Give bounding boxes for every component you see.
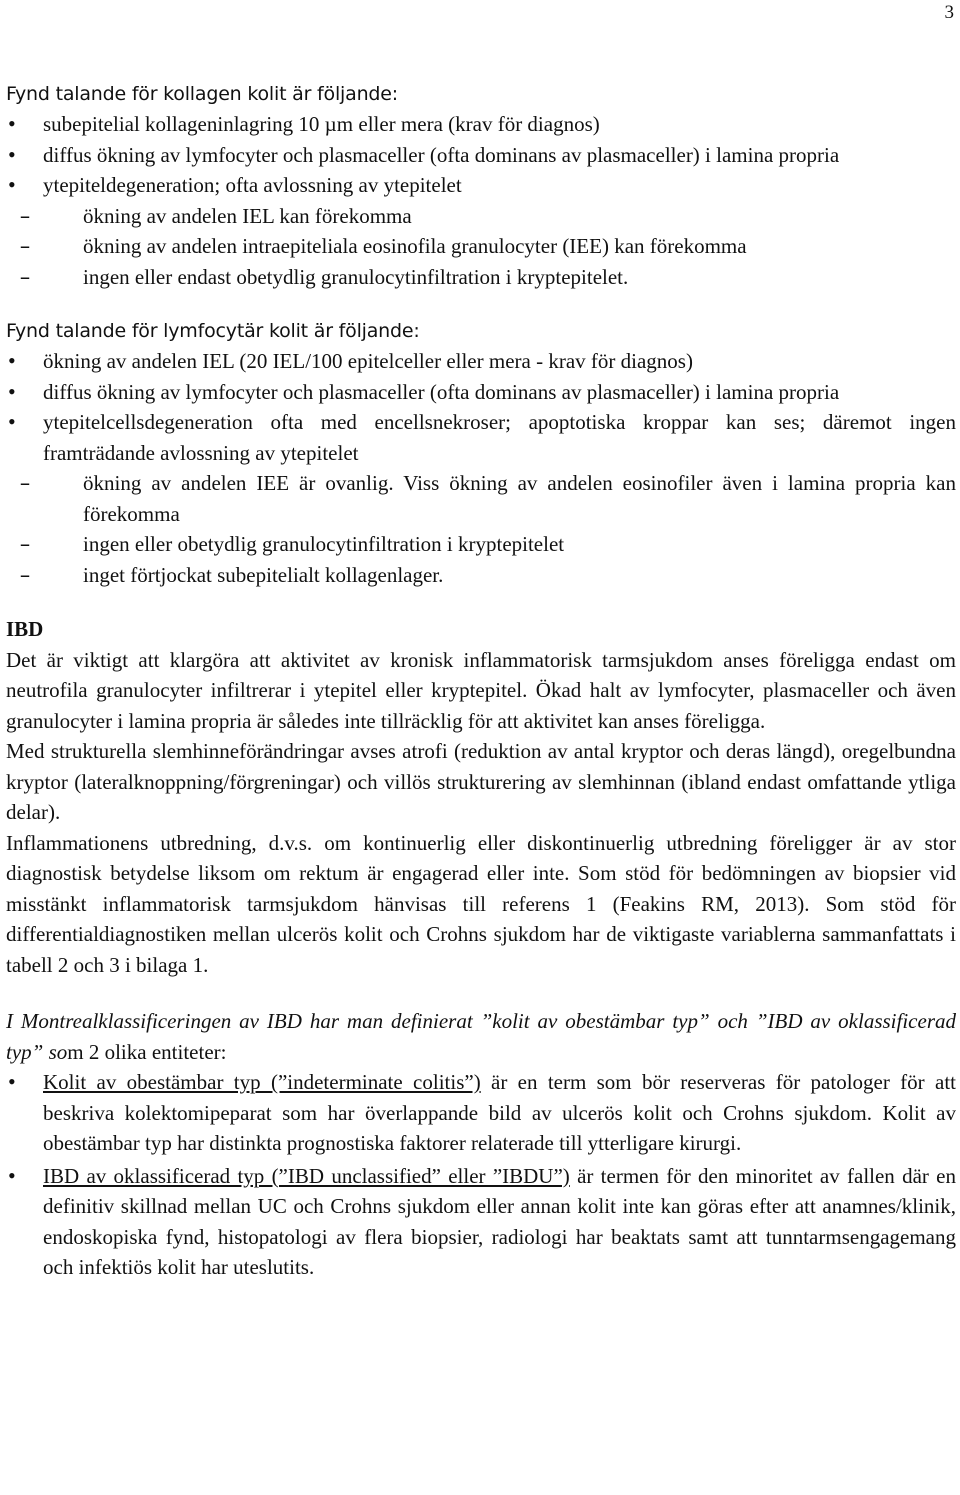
plain-text: m 2 olika entiteter: bbox=[67, 1039, 227, 1064]
section-heading: Fynd talande för lymfocytär kolit är följande: bbox=[6, 320, 420, 342]
section-montreal bbox=[6, 1006, 956, 1283]
dash-list bbox=[6, 201, 956, 293]
list-item bbox=[6, 1067, 956, 1159]
page-number: 3 bbox=[944, 2, 954, 23]
list-item: – ökning av andelen intraepiteliala eosinofila granulocyter (IEE) kan förekomma bbox=[6, 231, 956, 262]
bullet-list bbox=[6, 346, 956, 468]
document-page bbox=[6, 0, 956, 1283]
underlined-term: IBD av oklassificerad typ (”IBD unclassified” eller ”IBDU”) bbox=[43, 1163, 570, 1188]
paragraph: Med strukturella slemhinneförändringar avses atrofi (reduktion av antal kryptor och deras längd), oregelbundna kryptor (lateralknoppning/förgreningar) och villös strukturering av slemhinnan (ibland endast omfattande ytliga delar). bbox=[6, 739, 956, 824]
section-heading: IBD bbox=[6, 617, 44, 641]
section-heading: Fynd talande för kollagen kolit är följande: bbox=[6, 83, 398, 105]
list-item: – ingen eller obetydlig granulocytinfiltration i kryptepitelet bbox=[6, 529, 956, 560]
list-item: – ingen eller endast obetydlig granulocytinfiltration i kryptepitelet. bbox=[6, 262, 956, 293]
list-item: – ökning av andelen IEL kan förekomma bbox=[6, 201, 956, 232]
list-item: • ytepitelcellsdegeneration ofta med encellsnekroser; apoptotiska kroppar kan ses; däremot ingen framträdande avlossning av ytepitelet bbox=[6, 407, 956, 468]
list-item: • ökning av andelen IEL (20 IEL/100 epitelceller eller mera - krav för diagnos) bbox=[6, 346, 956, 377]
list-item-text: är en term som bör reserveras för patologer för att beskriva kolektomipeparat som har överlappande bild av ulcerös kolit och Crohns sjukdom. Kolit av obestämbar typ har distinkta prognostiska faktorer relaterade till ytterligare kirurgi. bbox=[43, 1070, 956, 1155]
section-lymphocytic-colitis bbox=[6, 316, 956, 590]
underlined-term: Kolit av obestämbar typ (”indeterminate colitis”) bbox=[43, 1070, 481, 1094]
paragraph: Inflammationens utbredning, d.v.s. om kontinuerlig eller diskontinuerlig utbredning föreligger är av stor diagnostisk betydelse liksom om rektum är engagerad eller inte. Som stöd för bedömningen av biopsier vid misstänkt inflammatorisk tarmsjukdom hänvisas till referens 1 (Feakins RM, 2013). Som stöd för differentialdiagnostiken mellan ulcerös kolit och Crohns sjukdom har de viktigaste variablerna sammanfattats i tabell 2 och 3 i bilaga 1. bbox=[6, 830, 956, 977]
list-item: • ytepiteldegeneration; ofta avlossning av ytepitelet bbox=[6, 170, 956, 201]
paragraph: Det är viktigt att klargöra att aktivitet av kronisk inflammatorisk tarmsjukdom anses föreligga endast om neutrofila granulocyter infiltrerar i ytepitel eller kryptepitel. Ökad halt av lymfocyter, plasmaceller och även granulocyter i lamina propria är således inte tillräcklig för att aktivitet kan anses föreligga. bbox=[6, 647, 956, 733]
list-item: – ökning av andelen IEE är ovanlig. Viss ökning av andelen eosinofiler även i lamina propria kan förekomma bbox=[6, 468, 956, 529]
list-item bbox=[6, 1161, 956, 1283]
dash-list bbox=[6, 468, 956, 590]
list-item-text: är termen för den minoritet av fallen där en definitiv skillnad mellan UC och Crohns sjukdom eller annan kolit inte kan göras efter att anamnes/klinik, endoskopiska fynd, histopatologi av flera biopsier, radiologi har beaktats samt att tunntarmsengagemang och infektiös kolit har uteslutits. bbox=[43, 1163, 957, 1279]
list-item: – inget förtjockat subepitelialt kollagenlager. bbox=[6, 560, 956, 591]
list-item: • diffus ökning av lymfocyter och plasmaceller (ofta dominans av plasmaceller) i lamina propria bbox=[6, 140, 956, 171]
list-item: • diffus ökning av lymfocyter och plasmaceller (ofta dominans av plasmaceller) i lamina propria bbox=[6, 377, 956, 408]
section-collagen-colitis bbox=[6, 79, 956, 292]
bullet-list bbox=[6, 109, 956, 201]
list-item: • subepitelial kollageninlagring 10 µm eller mera (krav för diagnos) bbox=[6, 109, 956, 140]
bullet-list bbox=[6, 1067, 956, 1283]
italic-text: I Montrealklassificeringen av IBD har man definierat ”kolit av obestämbar typ” och ”IBD av oklassificerad typ” so bbox=[6, 1009, 956, 1064]
section-ibd bbox=[6, 614, 956, 980]
paragraph bbox=[6, 1006, 956, 1067]
